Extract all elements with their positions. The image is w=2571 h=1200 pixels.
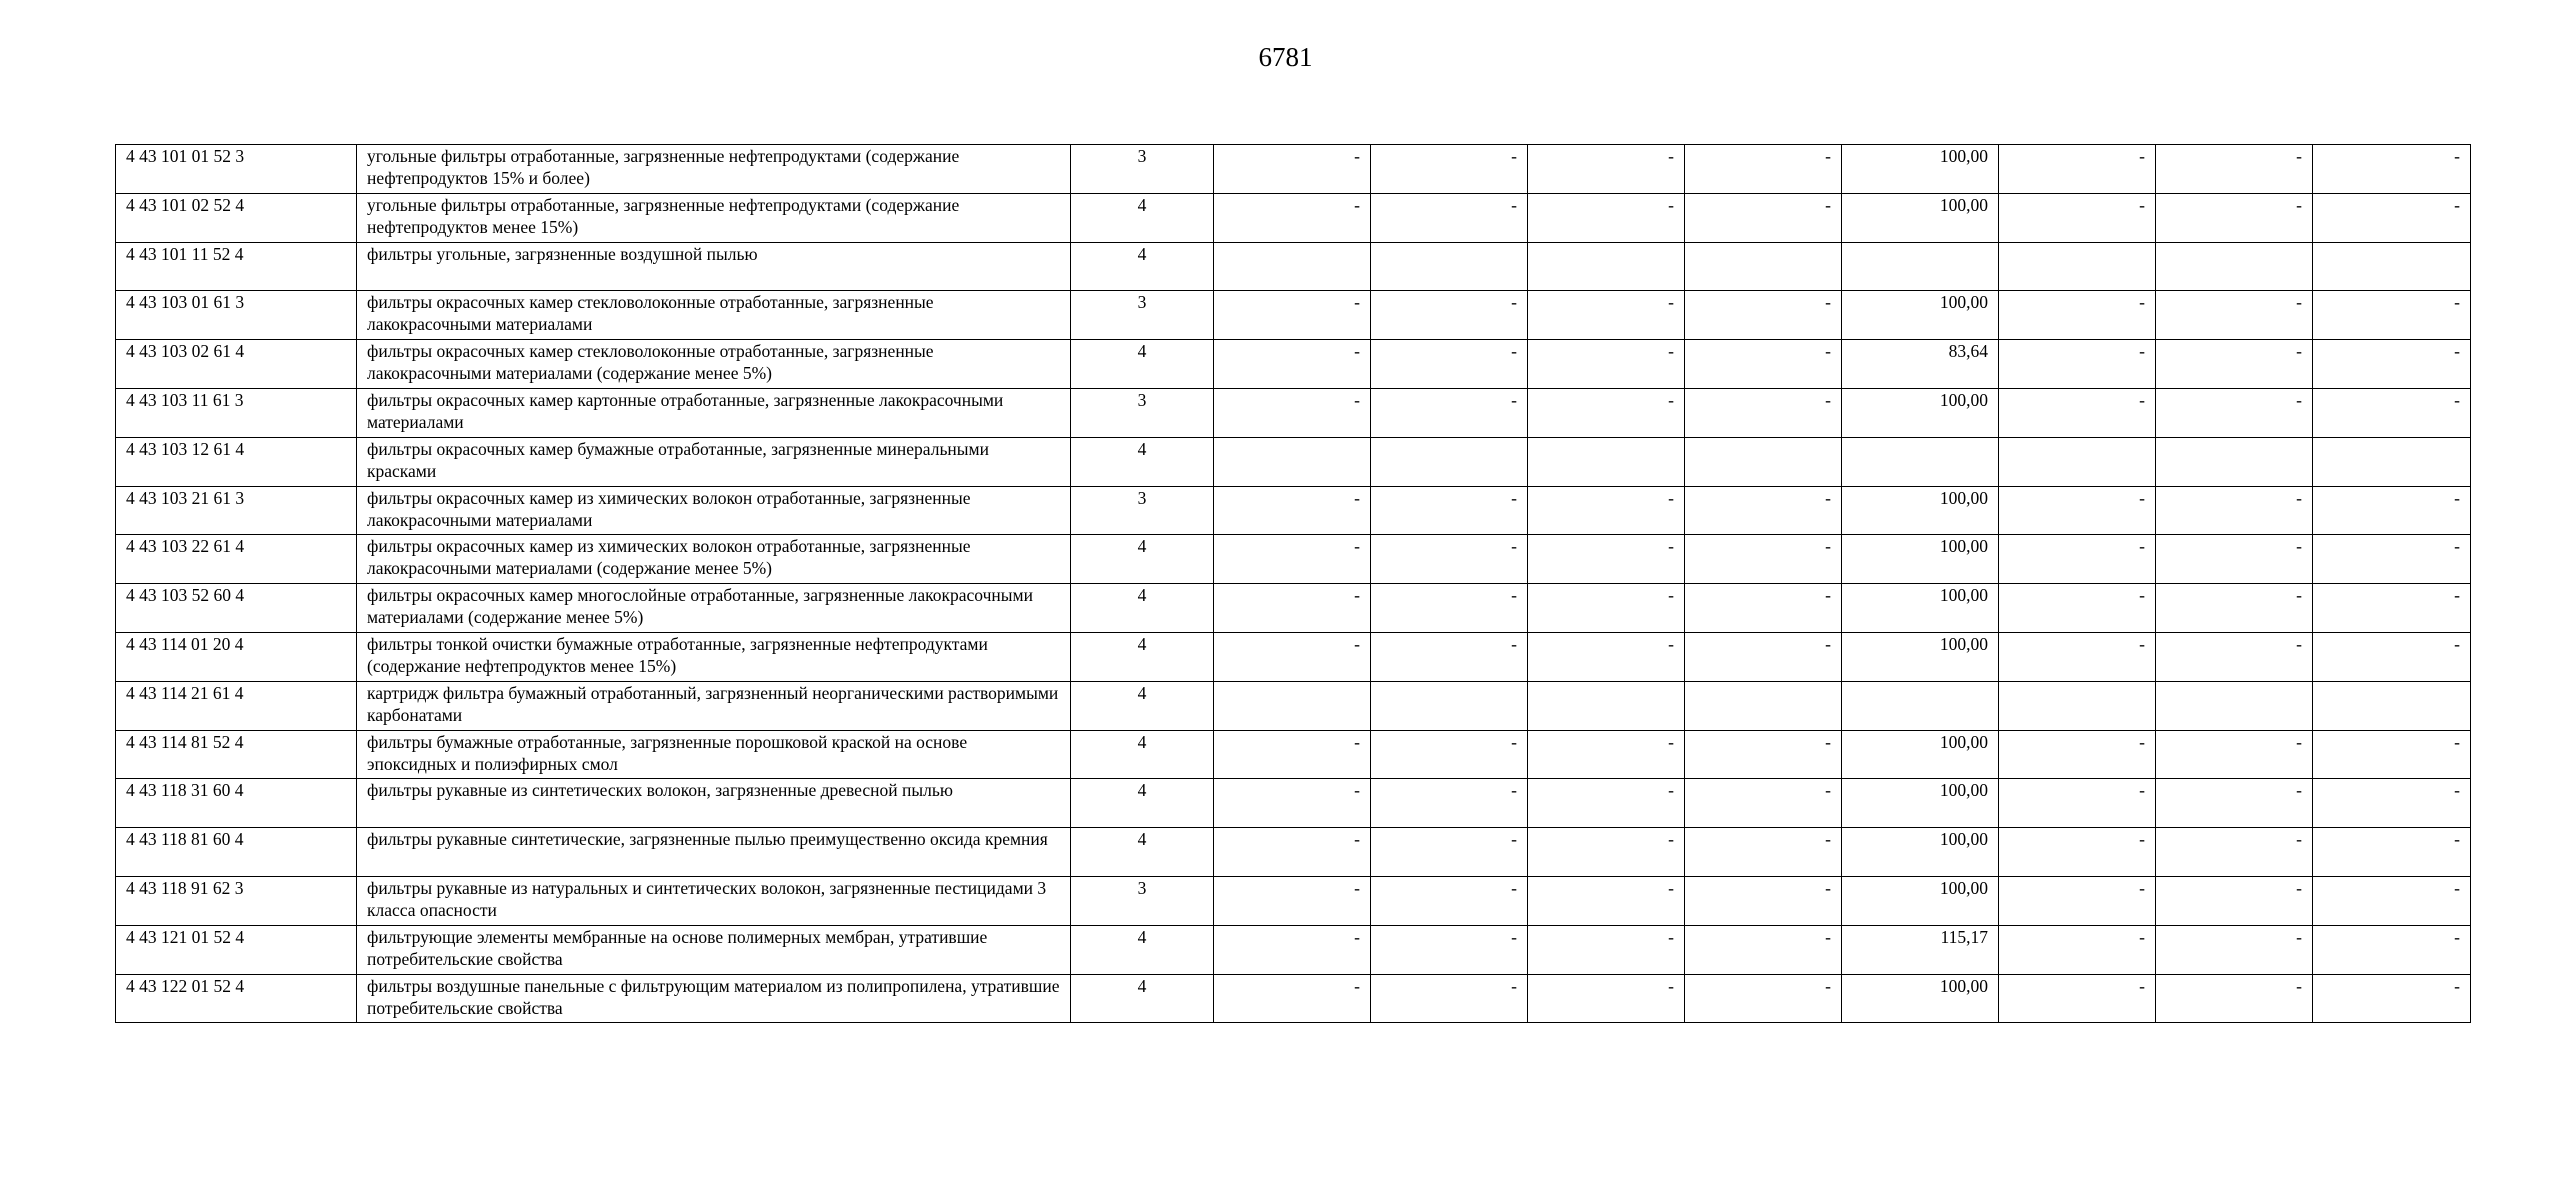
value-cell-3: - bbox=[1528, 584, 1685, 633]
value-cell-2: - bbox=[1371, 876, 1528, 925]
value-cell-7: - bbox=[2156, 925, 2313, 974]
value-cell-5: 100,00 bbox=[1842, 779, 1999, 828]
value-cell-5: 100,00 bbox=[1842, 486, 1999, 535]
table-row bbox=[116, 730, 2471, 779]
value-cell-4: - bbox=[1685, 730, 1842, 779]
hazard-class-cell: 4 bbox=[1071, 828, 1214, 877]
hazard-class-cell: 4 bbox=[1071, 730, 1214, 779]
name-cell: фильтры окрасочных камер бумажные отработанные, загрязненные минеральными красками bbox=[357, 437, 1071, 486]
value-cell-1 bbox=[1214, 242, 1371, 291]
value-cell-2: - bbox=[1371, 486, 1528, 535]
value-cell-6 bbox=[1999, 242, 2156, 291]
value-cell-5 bbox=[1842, 242, 1999, 291]
table-row bbox=[116, 193, 2471, 242]
hazard-class-cell: 4 bbox=[1071, 925, 1214, 974]
value-cell-5: 83,64 bbox=[1842, 340, 1999, 389]
name-cell: угольные фильтры отработанные, загрязненные нефтепродуктами (содержание нефтепродуктов 15% и более) bbox=[357, 145, 1071, 194]
code-cell: 4 43 114 21 61 4 bbox=[116, 681, 357, 730]
value-cell-7: - bbox=[2156, 779, 2313, 828]
value-cell-5 bbox=[1842, 437, 1999, 486]
table-row bbox=[116, 681, 2471, 730]
value-cell-1: - bbox=[1214, 291, 1371, 340]
code-cell: 4 43 103 21 61 3 bbox=[116, 486, 357, 535]
hazard-class-cell: 3 bbox=[1071, 291, 1214, 340]
value-cell-5: 100,00 bbox=[1842, 145, 1999, 194]
table-row bbox=[116, 828, 2471, 877]
value-cell-6: - bbox=[1999, 632, 2156, 681]
value-cell-5: 100,00 bbox=[1842, 730, 1999, 779]
value-cell-8: - bbox=[2313, 291, 2471, 340]
value-cell-8: - bbox=[2313, 486, 2471, 535]
table-row bbox=[116, 584, 2471, 633]
value-cell-6: - bbox=[1999, 340, 2156, 389]
value-cell-8: - bbox=[2313, 779, 2471, 828]
value-cell-6: - bbox=[1999, 486, 2156, 535]
value-cell-5: 100,00 bbox=[1842, 828, 1999, 877]
name-cell: фильтры окрасочных камер из химических волокон отработанные, загрязненные лакокрасочными материалами (содержание менее 5%) bbox=[357, 535, 1071, 584]
value-cell-2: - bbox=[1371, 535, 1528, 584]
table-row bbox=[116, 779, 2471, 828]
table-row bbox=[116, 242, 2471, 291]
hazard-class-cell: 4 bbox=[1071, 437, 1214, 486]
hazard-class-cell: 4 bbox=[1071, 535, 1214, 584]
value-cell-8: - bbox=[2313, 388, 2471, 437]
value-cell-2 bbox=[1371, 242, 1528, 291]
code-cell: 4 43 121 01 52 4 bbox=[116, 925, 357, 974]
value-cell-4 bbox=[1685, 681, 1842, 730]
value-cell-7: - bbox=[2156, 974, 2313, 1023]
value-cell-6: - bbox=[1999, 876, 2156, 925]
value-cell-1: - bbox=[1214, 828, 1371, 877]
table-row bbox=[116, 340, 2471, 389]
value-cell-1: - bbox=[1214, 535, 1371, 584]
value-cell-7: - bbox=[2156, 828, 2313, 877]
code-cell: 4 43 114 01 20 4 bbox=[116, 632, 357, 681]
name-cell: фильтры окрасочных камер из химических волокон отработанные, загрязненные лакокрасочными материалами bbox=[357, 486, 1071, 535]
hazard-class-cell: 4 bbox=[1071, 340, 1214, 389]
value-cell-8: - bbox=[2313, 193, 2471, 242]
table-row bbox=[116, 437, 2471, 486]
value-cell-2: - bbox=[1371, 779, 1528, 828]
code-cell: 4 43 103 52 60 4 bbox=[116, 584, 357, 633]
value-cell-7: - bbox=[2156, 876, 2313, 925]
value-cell-3: - bbox=[1528, 925, 1685, 974]
value-cell-4: - bbox=[1685, 486, 1842, 535]
table-row bbox=[116, 291, 2471, 340]
value-cell-4 bbox=[1685, 437, 1842, 486]
value-cell-5: 100,00 bbox=[1842, 876, 1999, 925]
value-cell-6: - bbox=[1999, 145, 2156, 194]
value-cell-2: - bbox=[1371, 632, 1528, 681]
value-cell-2 bbox=[1371, 437, 1528, 486]
name-cell: фильтры окрасочных камер стекловолоконные отработанные, загрязненные лакокрасочными материалами bbox=[357, 291, 1071, 340]
code-cell: 4 43 103 12 61 4 bbox=[116, 437, 357, 486]
value-cell-2 bbox=[1371, 681, 1528, 730]
value-cell-1: - bbox=[1214, 388, 1371, 437]
code-cell: 4 43 103 02 61 4 bbox=[116, 340, 357, 389]
value-cell-4: - bbox=[1685, 340, 1842, 389]
name-cell: фильтрующие элементы мембранные на основе полимерных мембран, утратившие потребительские свойства bbox=[357, 925, 1071, 974]
value-cell-2: - bbox=[1371, 388, 1528, 437]
value-cell-7: - bbox=[2156, 340, 2313, 389]
value-cell-1: - bbox=[1214, 632, 1371, 681]
value-cell-7: - bbox=[2156, 486, 2313, 535]
table-row bbox=[116, 145, 2471, 194]
value-cell-3: - bbox=[1528, 291, 1685, 340]
value-cell-8: - bbox=[2313, 925, 2471, 974]
value-cell-8: - bbox=[2313, 145, 2471, 194]
code-cell: 4 43 101 02 52 4 bbox=[116, 193, 357, 242]
value-cell-6: - bbox=[1999, 974, 2156, 1023]
value-cell-4: - bbox=[1685, 388, 1842, 437]
value-cell-8: - bbox=[2313, 632, 2471, 681]
value-cell-5 bbox=[1842, 681, 1999, 730]
hazard-class-cell: 3 bbox=[1071, 486, 1214, 535]
value-cell-3: - bbox=[1528, 779, 1685, 828]
value-cell-4: - bbox=[1685, 925, 1842, 974]
code-cell: 4 43 122 01 52 4 bbox=[116, 974, 357, 1023]
name-cell: фильтры воздушные панельные с фильтрующим материалом из полипропилена, утратившие потребительские свойства bbox=[357, 974, 1071, 1023]
value-cell-3: - bbox=[1528, 974, 1685, 1023]
name-cell: фильтры окрасочных камер картонные отработанные, загрязненные лакокрасочными материалами bbox=[357, 388, 1071, 437]
value-cell-6: - bbox=[1999, 730, 2156, 779]
value-cell-3: - bbox=[1528, 632, 1685, 681]
code-cell: 4 43 101 11 52 4 bbox=[116, 242, 357, 291]
table-row bbox=[116, 535, 2471, 584]
value-cell-7: - bbox=[2156, 388, 2313, 437]
value-cell-6: - bbox=[1999, 291, 2156, 340]
value-cell-4: - bbox=[1685, 876, 1842, 925]
value-cell-7 bbox=[2156, 437, 2313, 486]
value-cell-2: - bbox=[1371, 974, 1528, 1023]
value-cell-3: - bbox=[1528, 828, 1685, 877]
value-cell-2: - bbox=[1371, 291, 1528, 340]
value-cell-1: - bbox=[1214, 925, 1371, 974]
value-cell-4: - bbox=[1685, 974, 1842, 1023]
hazard-class-cell: 3 bbox=[1071, 145, 1214, 194]
value-cell-8 bbox=[2313, 242, 2471, 291]
value-cell-3: - bbox=[1528, 876, 1685, 925]
value-cell-7: - bbox=[2156, 145, 2313, 194]
value-cell-8: - bbox=[2313, 730, 2471, 779]
value-cell-7: - bbox=[2156, 193, 2313, 242]
value-cell-1: - bbox=[1214, 876, 1371, 925]
value-cell-2: - bbox=[1371, 340, 1528, 389]
value-cell-8: - bbox=[2313, 876, 2471, 925]
value-cell-2: - bbox=[1371, 584, 1528, 633]
value-cell-4: - bbox=[1685, 145, 1842, 194]
value-cell-5: 100,00 bbox=[1842, 535, 1999, 584]
value-cell-4: - bbox=[1685, 779, 1842, 828]
value-cell-1: - bbox=[1214, 584, 1371, 633]
value-cell-5: 100,00 bbox=[1842, 974, 1999, 1023]
value-cell-4 bbox=[1685, 242, 1842, 291]
value-cell-5: 100,00 bbox=[1842, 584, 1999, 633]
name-cell: фильтры рукавные из натуральных и синтетических волокон, загрязненные пестицидами 3 класса опасности bbox=[357, 876, 1071, 925]
value-cell-4: - bbox=[1685, 193, 1842, 242]
name-cell: фильтры рукавные синтетические, загрязненные пылью преимущественно оксида кремния bbox=[357, 828, 1071, 877]
value-cell-5: 100,00 bbox=[1842, 291, 1999, 340]
value-cell-3: - bbox=[1528, 730, 1685, 779]
name-cell: фильтры тонкой очистки бумажные отработанные, загрязненные нефтепродуктами (содержание нефтепродуктов менее 15%) bbox=[357, 632, 1071, 681]
name-cell: фильтры окрасочных камер стекловолоконные отработанные, загрязненные лакокрасочными материалами (содержание менее 5%) bbox=[357, 340, 1071, 389]
value-cell-4: - bbox=[1685, 828, 1842, 877]
value-cell-8 bbox=[2313, 437, 2471, 486]
table-row bbox=[116, 632, 2471, 681]
value-cell-7 bbox=[2156, 242, 2313, 291]
value-cell-7: - bbox=[2156, 632, 2313, 681]
value-cell-6: - bbox=[1999, 535, 2156, 584]
value-cell-3 bbox=[1528, 242, 1685, 291]
value-cell-5: 115,17 bbox=[1842, 925, 1999, 974]
hazard-class-cell: 4 bbox=[1071, 193, 1214, 242]
code-cell: 4 43 114 81 52 4 bbox=[116, 730, 357, 779]
value-cell-4: - bbox=[1685, 632, 1842, 681]
value-cell-5: 100,00 bbox=[1842, 193, 1999, 242]
value-cell-7: - bbox=[2156, 584, 2313, 633]
value-cell-6: - bbox=[1999, 828, 2156, 877]
value-cell-2: - bbox=[1371, 730, 1528, 779]
table-row bbox=[116, 388, 2471, 437]
value-cell-6: - bbox=[1999, 388, 2156, 437]
waste-table bbox=[115, 144, 2471, 1023]
name-cell: картридж фильтра бумажный отработанный, загрязненный неорганическими растворимыми карбонатами bbox=[357, 681, 1071, 730]
hazard-class-cell: 4 bbox=[1071, 584, 1214, 633]
table-row bbox=[116, 486, 2471, 535]
code-cell: 4 43 103 22 61 4 bbox=[116, 535, 357, 584]
value-cell-1: - bbox=[1214, 779, 1371, 828]
table-row bbox=[116, 974, 2471, 1023]
value-cell-8: - bbox=[2313, 974, 2471, 1023]
value-cell-3: - bbox=[1528, 388, 1685, 437]
value-cell-6 bbox=[1999, 437, 2156, 486]
value-cell-1: - bbox=[1214, 193, 1371, 242]
value-cell-2: - bbox=[1371, 145, 1528, 194]
value-cell-4: - bbox=[1685, 291, 1842, 340]
value-cell-4: - bbox=[1685, 584, 1842, 633]
value-cell-8 bbox=[2313, 681, 2471, 730]
table-row bbox=[116, 876, 2471, 925]
value-cell-1: - bbox=[1214, 340, 1371, 389]
value-cell-3 bbox=[1528, 681, 1685, 730]
value-cell-3 bbox=[1528, 437, 1685, 486]
value-cell-2: - bbox=[1371, 193, 1528, 242]
code-cell: 4 43 118 91 62 3 bbox=[116, 876, 357, 925]
hazard-class-cell: 4 bbox=[1071, 242, 1214, 291]
value-cell-3: - bbox=[1528, 340, 1685, 389]
table-row bbox=[116, 925, 2471, 974]
value-cell-1 bbox=[1214, 437, 1371, 486]
value-cell-4: - bbox=[1685, 535, 1842, 584]
value-cell-7: - bbox=[2156, 291, 2313, 340]
value-cell-3: - bbox=[1528, 193, 1685, 242]
page-number: 6781 bbox=[1258, 42, 1313, 72]
value-cell-5: 100,00 bbox=[1842, 632, 1999, 681]
name-cell: фильтры рукавные из синтетических волокон, загрязненные древесной пылью bbox=[357, 779, 1071, 828]
hazard-class-cell: 4 bbox=[1071, 974, 1214, 1023]
value-cell-6 bbox=[1999, 681, 2156, 730]
code-cell: 4 43 101 01 52 3 bbox=[116, 145, 357, 194]
value-cell-2: - bbox=[1371, 828, 1528, 877]
value-cell-6: - bbox=[1999, 584, 2156, 633]
hazard-class-cell: 3 bbox=[1071, 388, 1214, 437]
code-cell: 4 43 103 01 61 3 bbox=[116, 291, 357, 340]
hazard-class-cell: 4 bbox=[1071, 681, 1214, 730]
value-cell-8: - bbox=[2313, 340, 2471, 389]
value-cell-8: - bbox=[2313, 535, 2471, 584]
hazard-class-cell: 4 bbox=[1071, 779, 1214, 828]
value-cell-5: 100,00 bbox=[1842, 388, 1999, 437]
name-cell: фильтры окрасочных камер многослойные отработанные, загрязненные лакокрасочными материалами (содержание менее 5%) bbox=[357, 584, 1071, 633]
value-cell-8: - bbox=[2313, 584, 2471, 633]
value-cell-3: - bbox=[1528, 486, 1685, 535]
code-cell: 4 43 103 11 61 3 bbox=[116, 388, 357, 437]
code-cell: 4 43 118 31 60 4 bbox=[116, 779, 357, 828]
value-cell-3: - bbox=[1528, 145, 1685, 194]
value-cell-1: - bbox=[1214, 974, 1371, 1023]
value-cell-1: - bbox=[1214, 486, 1371, 535]
value-cell-7: - bbox=[2156, 730, 2313, 779]
table-body bbox=[116, 145, 2471, 1023]
value-cell-6: - bbox=[1999, 779, 2156, 828]
name-cell: угольные фильтры отработанные, загрязненные нефтепродуктами (содержание нефтепродуктов менее 15%) bbox=[357, 193, 1071, 242]
value-cell-8: - bbox=[2313, 828, 2471, 877]
value-cell-6: - bbox=[1999, 193, 2156, 242]
value-cell-7 bbox=[2156, 681, 2313, 730]
hazard-class-cell: 3 bbox=[1071, 876, 1214, 925]
value-cell-7: - bbox=[2156, 535, 2313, 584]
value-cell-2: - bbox=[1371, 925, 1528, 974]
value-cell-6: - bbox=[1999, 925, 2156, 974]
hazard-class-cell: 4 bbox=[1071, 632, 1214, 681]
value-cell-1: - bbox=[1214, 145, 1371, 194]
name-cell: фильтры угольные, загрязненные воздушной пылью bbox=[357, 242, 1071, 291]
value-cell-3: - bbox=[1528, 535, 1685, 584]
code-cell: 4 43 118 81 60 4 bbox=[116, 828, 357, 877]
value-cell-1 bbox=[1214, 681, 1371, 730]
name-cell: фильтры бумажные отработанные, загрязненные порошковой краской на основе эпоксидных и полиэфирных смол bbox=[357, 730, 1071, 779]
value-cell-1: - bbox=[1214, 730, 1371, 779]
